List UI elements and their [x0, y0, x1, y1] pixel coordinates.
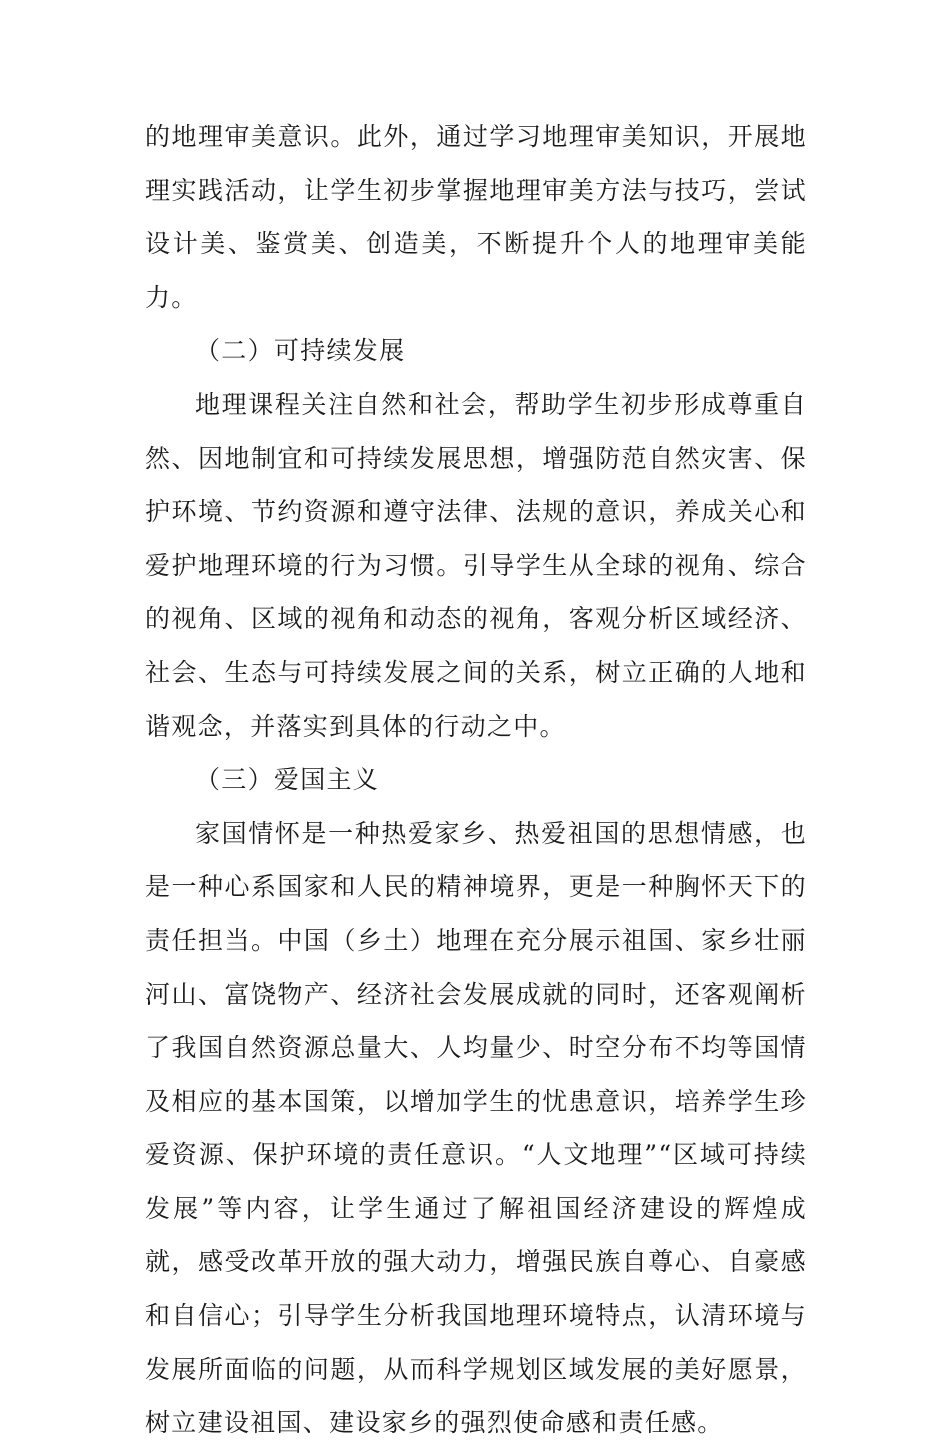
- paragraph-continued: 的地理审美意识。此外，通过学习地理审美知识，开展地理实践活动，让学生初步掌握地理审美方法与技巧，尝试设计美、鉴赏美、创造美，不断提升个人的地理审美能力。: [145, 122, 807, 312]
- paragraph-sustainable-development: 地理课程关注自然和社会，帮助学生初步形成尊重自然、因地制宜和可持续发展思想，增强防范自然灾害、保护环境、节约资源和遵守法律、法规的意识，养成关心和爱护地理环境的行为习惯。引导学生从全球的视角、综合的视角、区域的视角和动态的视角，客观分析区域经济、社会、生态与可持续发展之间的关系，树立正确的人地和谐观念，并落实到具体的行动之中。: [145, 389, 807, 741]
- section-heading-sustainable-development: （二）可持续发展: [195, 336, 406, 366]
- paragraph-patriotism: 家国情怀是一种热爱家乡、热爱祖国的思想情感，也是一种心系国家和人民的精神境界，更是一种胸怀天下的责任担当。中国（乡土）地理在充分展示祖国、家乡壮丽河山、富饶物产、经济社会发展成就的同时，还客观阐析了我国自然资源总量大、人均量少、时空分布不均等国情及相应的基本国策，以增加学生的忧患意识，培养学生珍爱资源、保护环境的责任意识。“人文地理”“区域可持续发展”等内容，让学生通过了解祖国经济建设的辉煌成就，感受改革开放的强大动力，增强民族自尊心、自豪感和自信心；引导学生分析我国地理环境特点，认清环境与发展所面临的问题，从而科学规划区域发展的美好愿景，树立建设祖国、建设家乡的强烈使命感和责任感。: [145, 818, 807, 1438]
- document-page: [145, 110, 807, 1450]
- section-heading-patriotism: （三）爱国主义: [195, 765, 380, 795]
